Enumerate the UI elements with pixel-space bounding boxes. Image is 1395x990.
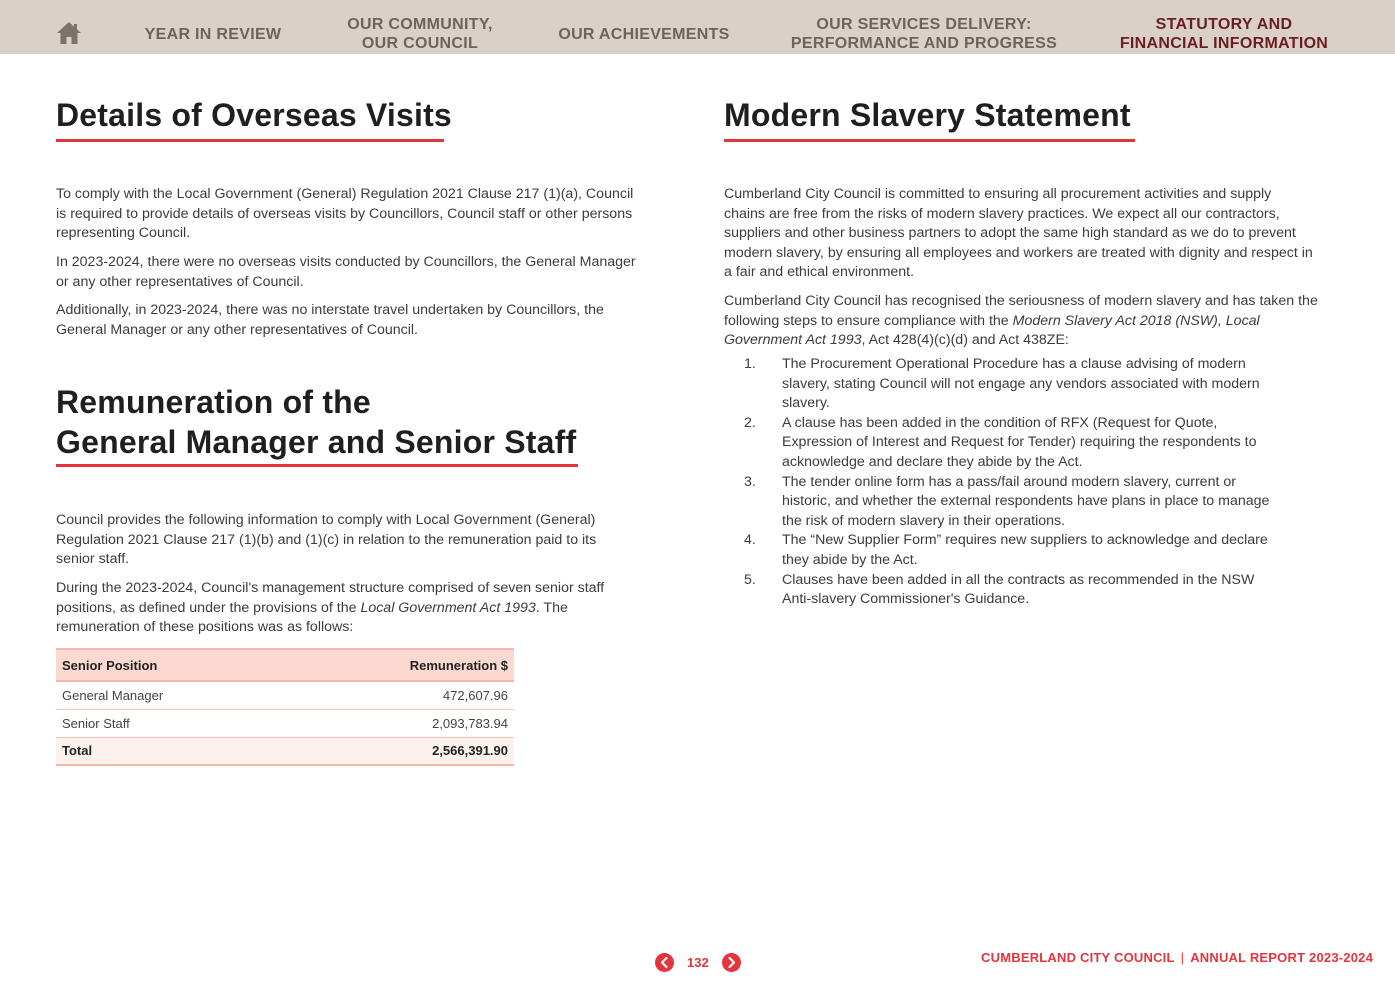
heading-underline [56,139,444,142]
overseas-paragraph-3: Additionally, in 2023-2024, there was no interstate travel undertaken by Councillors, the General Manager or any other representatives of Council. [56,302,604,338]
list-number: 5. [744,571,756,588]
amount-cell: 472,607.96 [288,681,514,709]
nav-label-line2: PERFORMANCE AND PROGRESS [790,35,1058,52]
page-navigation [655,952,741,972]
act-titles: Modern Slavery Act 2018 (NSW), Local Government Act 1993 [724,312,1260,349]
remuneration-heading-line2: General Manager and Senior Staff [56,424,577,460]
home-icon[interactable] [56,21,82,45]
nav-label: YEAR IN REVIEW [144,25,282,43]
column-header-remuneration: Remuneration $ [288,649,514,681]
table-header-row [56,649,514,681]
footer-report-title [981,950,1373,965]
list-number: 4. [744,532,756,549]
position-cell: General Manager [56,681,288,709]
remuneration-p2-text: During the 2023-2024, Council's management structure comprised of seven senior staff positions, as defined under the provisions of the [56,580,605,616]
column-header-position: Senior Position [56,649,288,681]
nav-label-line1: OUR COMMUNITY, [347,16,493,33]
nav-statutory-and-financial-information[interactable] [1100,14,1348,54]
amount-cell: 2,093,783.94 [288,709,514,737]
list-item [724,414,1284,473]
nav-our-community-our-council[interactable] [320,14,520,54]
list-item [724,473,1284,532]
overseas-paragraph-1: To comply with the Local Government (General) Regulation 2021 Clause 217 (1)(a), Council is required to provide details of overseas visits by Councillors, Council staff or other persons representing Council. [56,186,634,242]
act-title: Local Government Act 1993 [360,599,536,616]
nav-label-line1: OUR SERVICES DELIVERY: [816,16,1032,33]
slavery-p2-text: Cumberland City Council has recognised the seriousness of modern slavery and has taken the following steps to ensure compliance with the [724,293,1318,329]
table-row [56,709,514,737]
total-label: Total [56,737,288,765]
slavery-paragraph-2 [724,292,1324,351]
total-amount: 2,566,391.90 [288,737,514,765]
heading-underline [724,139,1135,142]
list-item-text: A clause has been added in the condition of RFX (Request for Quote, Expression of Interest and Request for Tender) requiring the respondents to acknowledge and declare they abide by the Act. [782,414,1257,470]
list-item-text: The Procurement Operational Procedure has a clause advising of modern slavery, stating Council will not engage any vendors associated with modern slavery. [782,356,1260,412]
position-cell: Senior Staff [56,709,288,737]
compliance-steps-list [724,355,1284,610]
list-number: 2. [744,414,756,431]
page-number: 132 [687,954,709,970]
list-number: 3. [744,473,756,490]
nav-our-services-delivery[interactable] [775,14,1073,54]
nav-label-line2: FINANCIAL INFORMATION [1119,35,1329,52]
remuneration-p2-text-end: . The remuneration of these positions was as follows: [56,599,568,636]
table-total-row [56,737,514,765]
list-item [724,355,1284,414]
footer-org: CUMBERLAND CITY COUNCIL [981,950,1175,965]
modern-slavery-heading: Modern Slavery Statement [724,97,1131,133]
remuneration-table [56,648,514,766]
nav-label-line1: STATUTORY AND [1155,16,1293,33]
heading-underline [56,464,578,467]
footer-report: ANNUAL REPORT 2023-2024 [1190,950,1373,965]
list-item [724,571,1284,610]
list-item-text: Clauses have been added in all the contracts as recommended in the NSW Anti-slavery Commissioner's Guidance. [782,571,1255,608]
list-item-text: The tender online form has a pass/fail around modern slavery, current or historic, and whether the external respondents have plans in place to manage the risk of modern slavery in their operations. [782,473,1270,529]
nav-year-in-review[interactable] [130,14,296,54]
nav-our-achievements[interactable] [545,14,743,54]
remuneration-paragraph-1: Council provides the following information to comply with Local Government (General) Regulation 2021 Clause 217 (1)(b) and (1)(c) in relation to the remuneration paid to its senior staff. [56,512,597,568]
chevron-right-icon [722,953,741,972]
list-item-text: The “New Supplier Form” requires new suppliers to acknowledge and declare they abide by the Act. [782,532,1268,568]
top-navigation [0,0,1395,54]
table-row [56,681,514,709]
nav-label-line2: OUR COUNCIL [361,35,479,52]
overseas-paragraph-2: In 2023-2024, there were no overseas visits conducted by Councillors, the General Manager or any other representatives of Council. [56,254,636,290]
previous-page-button[interactable] [655,953,674,972]
remuneration-paragraph-2 [56,579,616,638]
footer-separator: | [1180,950,1185,965]
list-number: 1. [744,356,756,372]
slavery-p2-text-end: , Act 428(4)(c)(d) and Act 438ZE: [861,332,1069,349]
next-page-button[interactable] [722,953,741,972]
remuneration-heading-line1: Remuneration of the [56,384,371,420]
overseas-visits-heading: Details of Overseas Visits [56,97,452,133]
slavery-paragraph-1: Cumberland City Council is committed to ensuring all procurement activities and supply chains are free from the risks of modern slavery practices. We expect all our contractors, suppliers and other business partners to adopt the same high standard as we do to prevent modern slavery, by ensuring all employees and workers are treated with dignity and respect in a fair and ethical environment. [724,186,1313,281]
nav-label: OUR ACHIEVEMENTS [558,25,730,43]
remuneration-heading [56,382,576,462]
chevron-left-icon [655,953,674,972]
list-item [724,531,1284,570]
